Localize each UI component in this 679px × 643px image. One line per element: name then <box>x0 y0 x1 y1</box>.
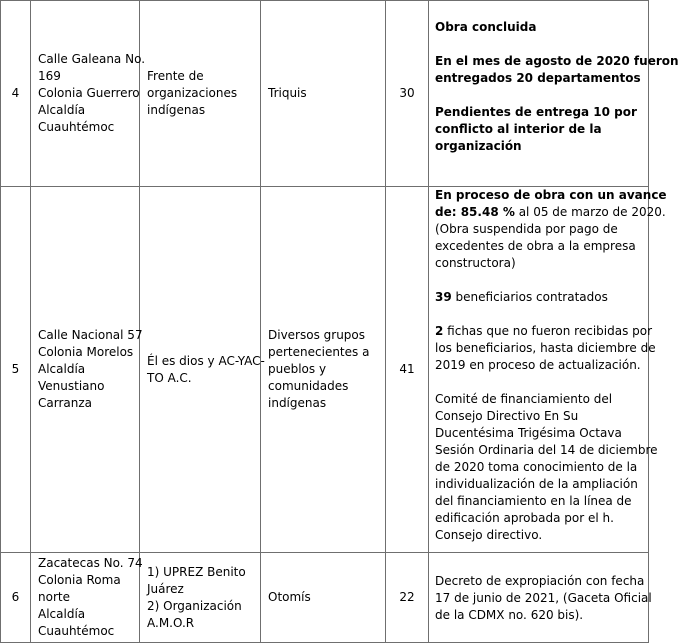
table-row <box>1 1 649 187</box>
address-cell: Zacatecas No. 74 Colonia Roma norte Alcaldía Cuauhtémoc <box>31 553 140 643</box>
row-number: 6 <box>1 553 31 643</box>
group-cell: Triquis <box>261 1 386 187</box>
table-row <box>1 187 649 553</box>
beneficiary-count: 30 <box>386 1 429 187</box>
group-cell: Diversos grupos pertenecientes a pueblos y comunidades indígenas <box>261 187 386 553</box>
organization-cell: 1) UPREZ Benito Juárez 2) Organización A.M.O.R <box>140 553 261 643</box>
group-cell: Otomís <box>261 553 386 643</box>
beneficiary-count: 22 <box>386 553 429 643</box>
status-notes-cell: Decreto de expropiación con fecha 17 de junio de 2021, (Gaceta Oficial de la CDMX no. 620 bis). <box>429 553 649 643</box>
organization-cell: Frente de organizaciones indígenas <box>140 1 261 187</box>
table-row <box>1 553 649 643</box>
row-number: 5 <box>1 187 31 553</box>
address-cell: Calle Galeana No. 169 Colonia Guerrero Alcaldía Cuauhtémoc <box>31 1 140 187</box>
organization-cell: Él es dios y AC-YAC- TO A.C. <box>140 187 261 553</box>
status-notes-cell: En proceso de obra con un avance de: 85.48 % al 05 de marzo de 2020. (Obra suspendida por pago de excedentes de obra a la empresa constructora) 39 beneficiarios contratados 2 fichas que no fueron recibidas por los beneficiarios, hasta diciembre de 2019 en proceso de actualización. Comité de financiamiento del Consejo Directivo En Su Ducentésima Trigésima Octava Sesión Ordinaria del 14 de diciembre de 2020 toma conocimiento de la individualización de la ampliación del financiamiento en la línea de edificación aprobada por el h. Consejo directivo. <box>429 187 649 553</box>
beneficiary-count: 41 <box>386 187 429 553</box>
status-notes-cell: Obra concluida En el mes de agosto de 2020 fueron entregados 20 departamentos Pendientes de entrega 10 por conflicto al interior de la organización <box>429 1 649 187</box>
address-cell: Calle Nacional 57 Colonia Morelos Alcaldía Venustiano Carranza <box>31 187 140 553</box>
row-number: 4 <box>1 1 31 187</box>
